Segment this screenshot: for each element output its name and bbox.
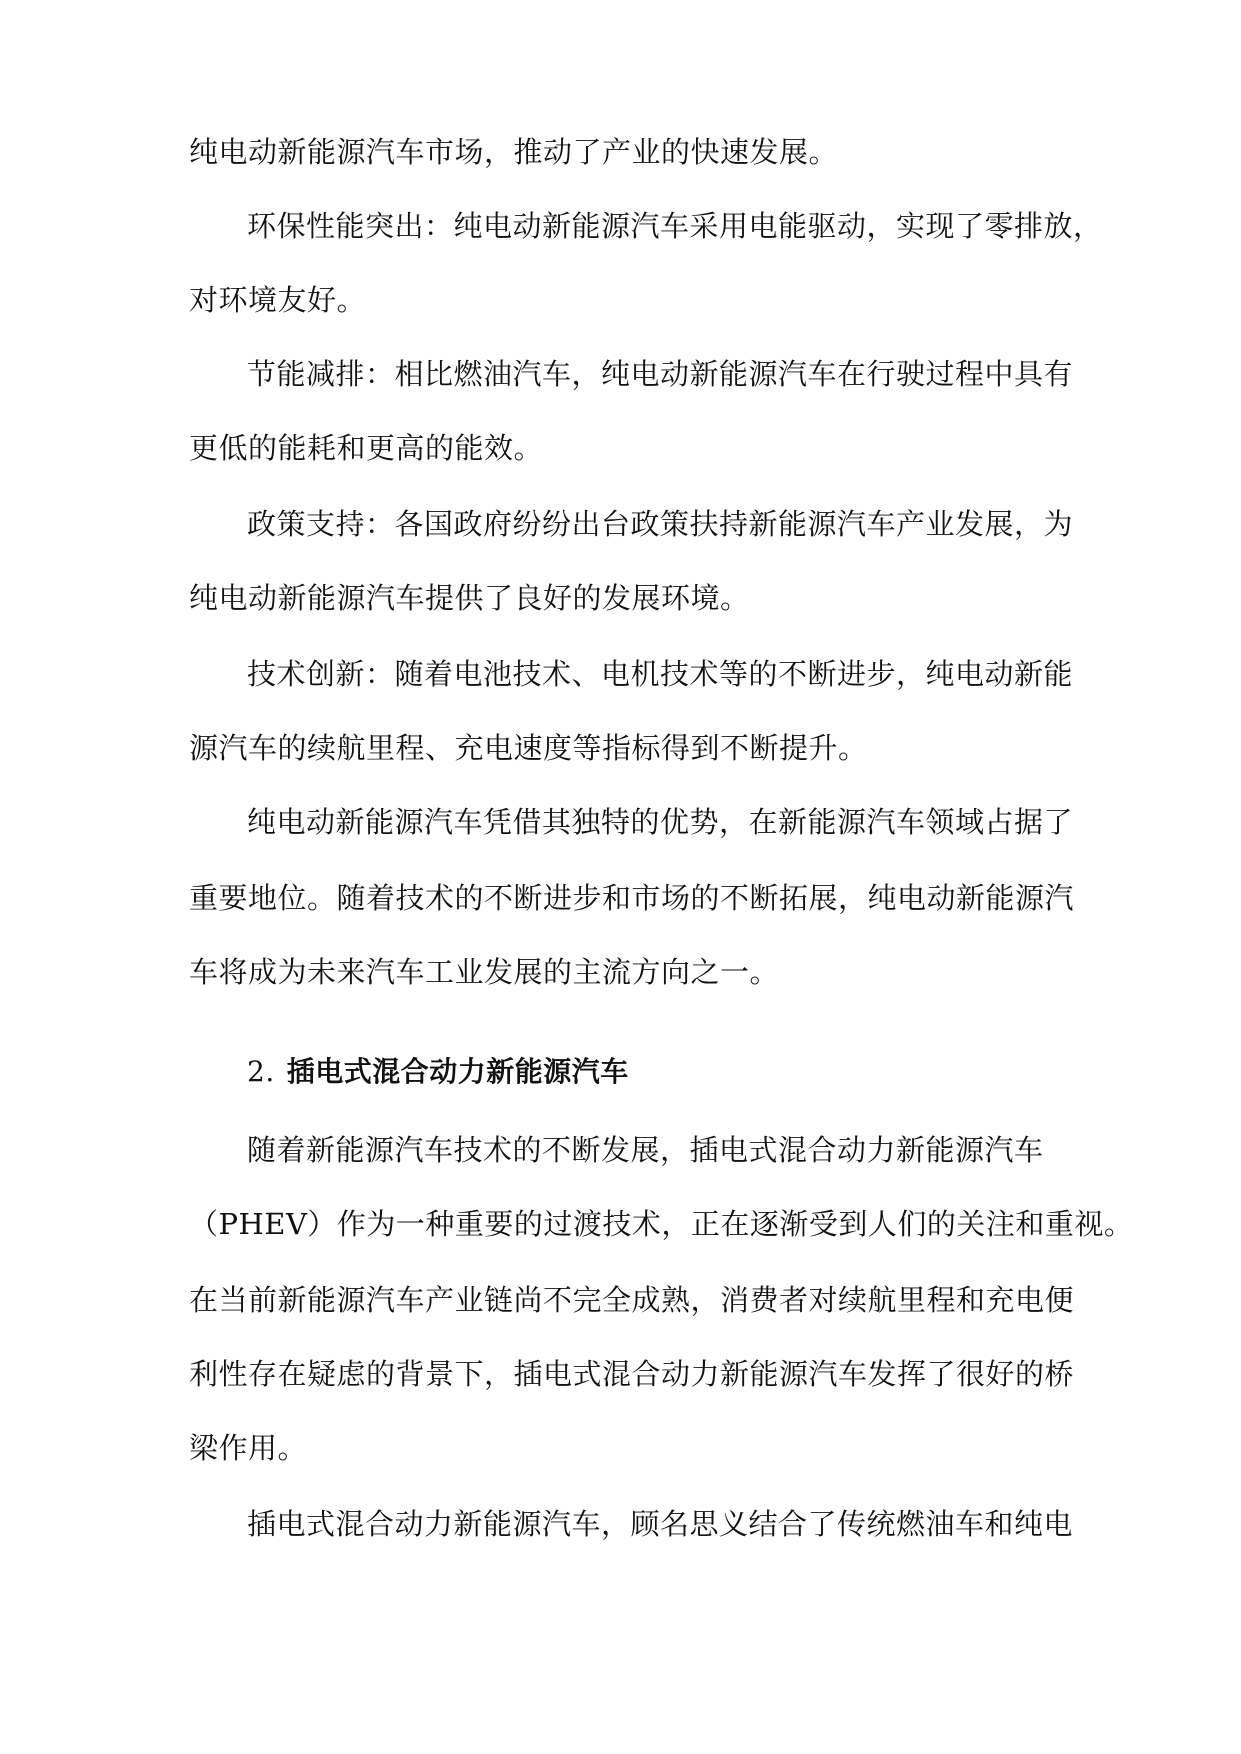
text-line: 梁作用。 [189, 1431, 308, 1465]
text-line: 政策支持：各国政府纷纷出台政策扶持新能源汽车产业发展，为 [247, 507, 1074, 541]
text-line: 环保性能突出：纯电动新能源汽车采用电能驱动，实现了零排放， [247, 209, 1103, 243]
section-heading [247, 1052, 629, 1092]
text-line: 纯电动新能源汽车凭借其独特的优势，在新能源汽车领域占据了 [247, 805, 1074, 839]
text-line: （PHEV）作为一种重要的过渡技术，正在逐渐受到人们的关注和重视。 [189, 1207, 1134, 1241]
text-line: 技术创新：随着电池技术、电机技术等的不断进步，纯电动新能 [247, 657, 1074, 691]
text-line: 节能减排：相比燃油汽车，纯电动新能源汽车在行驶过程中具有 [247, 357, 1074, 391]
text-line: 源汽车的续航里程、充电速度等指标得到不断提升。 [189, 731, 868, 765]
text-line: 利性存在疑虑的背景下，插电式混合动力新能源汽车发挥了很好的桥 [189, 1357, 1075, 1391]
text-line: 纯电动新能源汽车提供了良好的发展环境。 [189, 581, 750, 615]
text-line: 随着新能源汽车技术的不断发展，插电式混合动力新能源汽车 [247, 1133, 1044, 1167]
text-line: 纯电动新能源汽车市场，推动了产业的快速发展。 [189, 135, 839, 169]
section-number: 2. [247, 1055, 275, 1088]
text-line: 重要地位。随着技术的不断进步和市场的不断拓展，纯电动新能源汽 [189, 881, 1075, 915]
text-line: 插电式混合动力新能源汽车，顾名思义结合了传统燃油车和纯电 [247, 1507, 1074, 1541]
text-line: 在当前新能源汽车产业链尚不完全成熟，消费者对续航里程和充电便 [189, 1283, 1075, 1317]
text-line: 更低的能耗和更高的能效。 [189, 431, 544, 465]
text-line: 车将成为未来汽车工业发展的主流方向之一。 [189, 955, 780, 989]
text-line: 对环境友好。 [189, 283, 367, 317]
section-title: 插电式混合动力新能源汽车 [286, 1055, 629, 1088]
